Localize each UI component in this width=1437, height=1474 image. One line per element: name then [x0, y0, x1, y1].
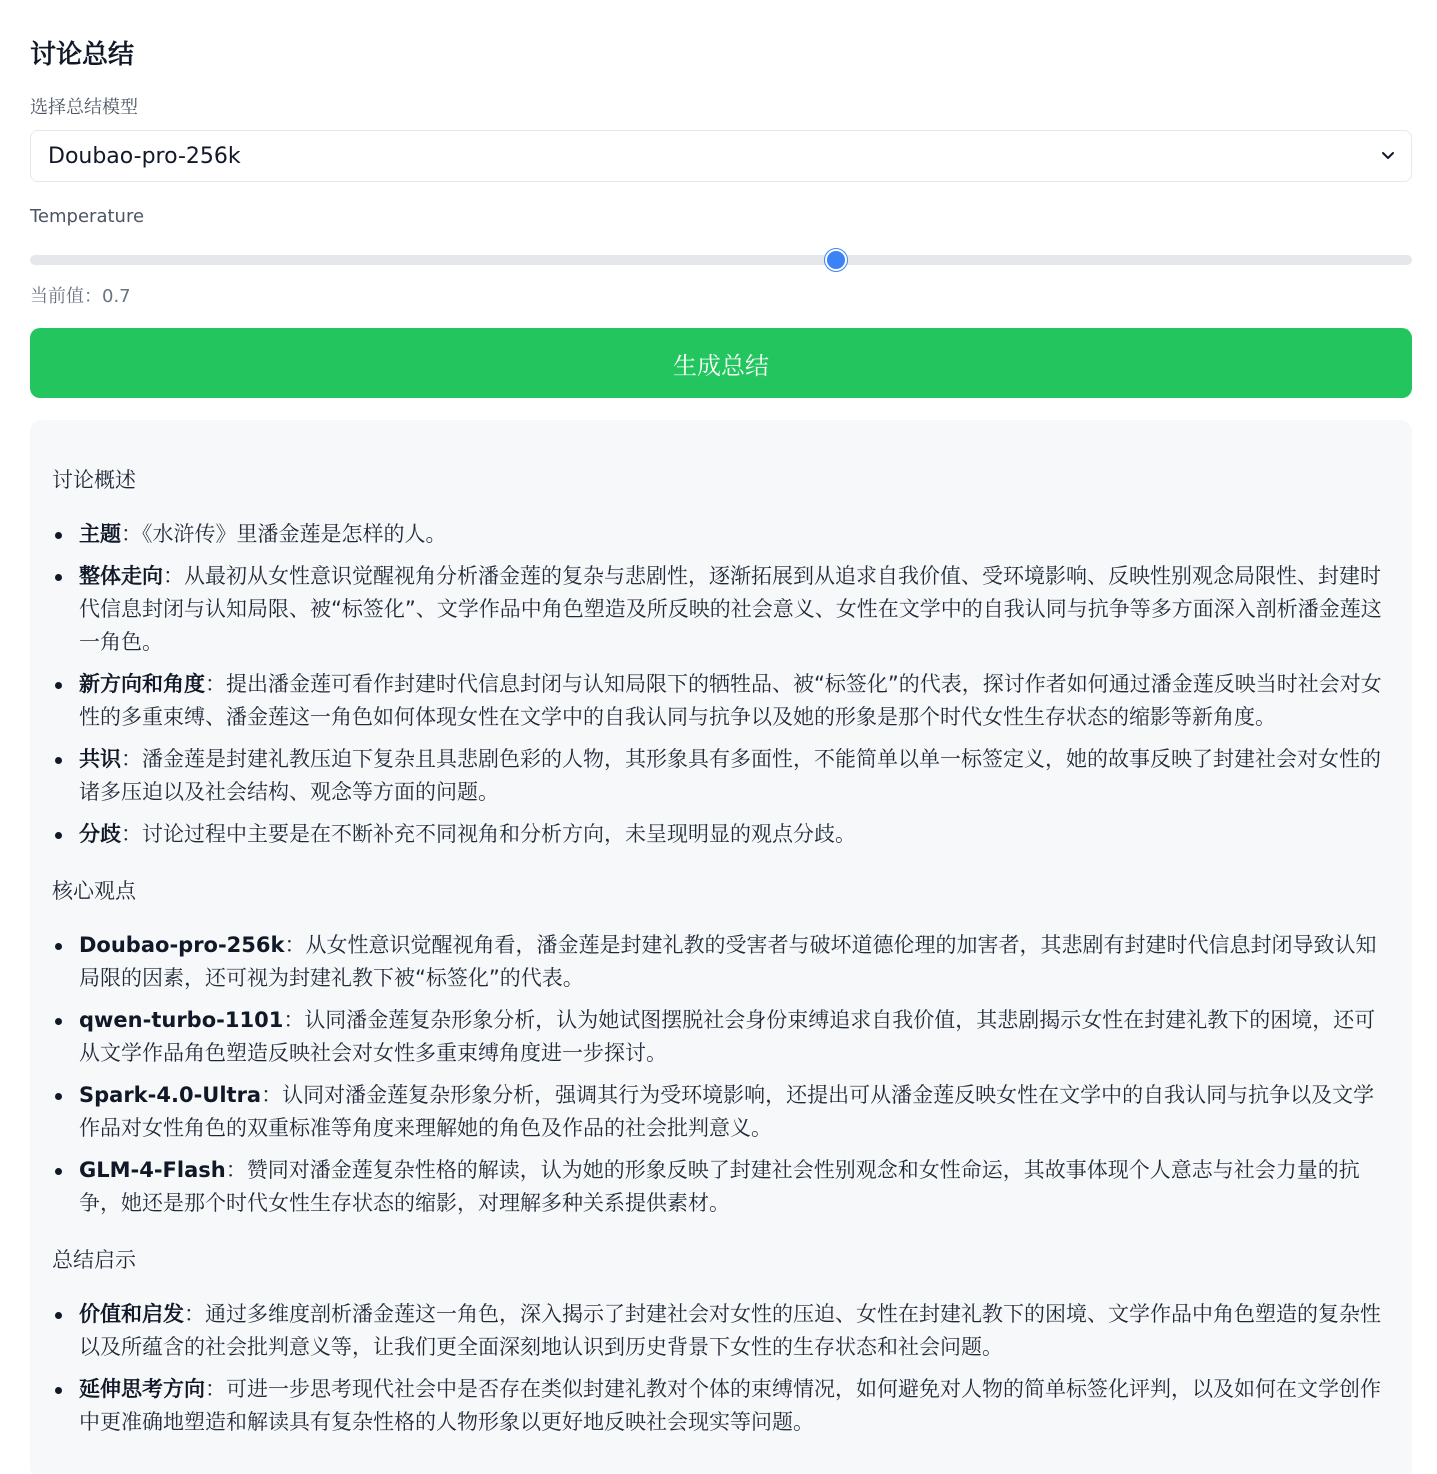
- list-item-text: 潘金莲是封建礼教压迫下复杂且具悲剧色彩的人物，其形象具有多面性，不能简单以单一标签定义，她的故事反映了封建社会对女性的诸多压迫以及社会结构、观念等方面的问题。: [79, 747, 1381, 804]
- list-item-separator: ：: [184, 1302, 205, 1326]
- list-item-separator: ：: [121, 747, 142, 771]
- list-item-separator: ：: [205, 672, 226, 696]
- list-item: [52, 818, 1392, 851]
- model-select-label: 选择总结模型: [30, 97, 138, 118]
- list-item: [52, 743, 1392, 809]
- list-item: [52, 1154, 1392, 1220]
- section-list: [52, 518, 1392, 851]
- model-select-value: Doubao-pro-256k: [48, 144, 241, 169]
- list-item-text: 通过多维度剖析潘金莲这一角色，深入揭示了封建社会对女性的压迫、女性在封建礼教下的困境、文学作品中角色塑造的复杂性以及所蕴含的社会批判意义等，让我们更全面深刻地认识到历史背景下女性的生存状态和社会问题。: [79, 1302, 1381, 1359]
- list-item-separator: ：: [261, 1083, 283, 1107]
- temperature-slider-thumb[interactable]: [825, 249, 847, 271]
- summary-section: [52, 875, 1392, 1220]
- list-item-term: 共识: [79, 747, 121, 771]
- list-item-term: Spark-4.0-Ultra: [79, 1083, 262, 1107]
- page-title: 讨论总结: [30, 40, 135, 70]
- temperature-current-value: 当前值：0.7: [30, 286, 131, 307]
- model-select[interactable]: [30, 130, 1412, 182]
- section-list: [52, 1298, 1392, 1439]
- summary-section: [52, 464, 1392, 851]
- list-item-term: Doubao-pro-256k: [79, 933, 285, 957]
- list-item: [52, 560, 1392, 659]
- temperature-slider[interactable]: [30, 255, 1412, 265]
- list-item: [52, 1004, 1392, 1070]
- list-item: [52, 929, 1392, 995]
- list-item-term: 分歧: [79, 822, 121, 846]
- list-item-term: 整体走向: [79, 564, 163, 588]
- list-item-separator: ：: [283, 1008, 305, 1032]
- list-item-separator: ：: [284, 933, 306, 957]
- list-item-text: 从最初从女性意识觉醒视角分析潘金莲的复杂与悲剧性，逐渐拓展到从追求自我价值、受环境影响、反映性别观念局限性、封建时代信息封闭与认知局限、被“标签化”、文学作品中角色塑造及所反映的社会意义、女性在文学中的自我认同与抗争等多方面深入剖析潘金莲这一角色。: [79, 564, 1382, 654]
- section-list: [52, 929, 1392, 1220]
- list-item-separator: ：: [225, 1158, 247, 1182]
- list-item-term: GLM-4-Flash: [79, 1158, 226, 1182]
- list-item-separator: ：: [205, 1377, 226, 1401]
- list-item-text: 提出潘金莲可看作封建时代信息封闭与认知局限下的牺牲品、被“标签化”的代表，探讨作者如何通过潘金莲反映当时社会对女性的多重束缚、潘金莲这一角色如何体现女性在文学中的自我认同与抗争以及她的形象是那个时代女性生存状态的缩影等新角度。: [79, 672, 1382, 729]
- list-item: [52, 518, 1392, 551]
- list-item-text: 认同潘金莲复杂形象分析，认为她试图摆脱社会身份束缚追求自我价值，其悲剧揭示女性在封建礼教下的困境，还可从文学作品角色塑造反映社会对女性多重束缚角度进一步探讨。: [79, 1008, 1376, 1065]
- list-item-text: 认同对潘金莲复杂形象分析，强调其行为受环境影响，还提出可从潘金莲反映女性在文学中的自我认同与抗争以及文学作品对女性角色的双重标准等角度来理解她的角色及作品的社会批判意义。: [79, 1083, 1375, 1140]
- list-item-text: 赞同对潘金莲复杂性格的解读，认为她的形象反映了封建社会性别观念和女性命运，其故事体现个人意志与社会力量的抗争，她还是那个时代女性生存状态的缩影，对理解多种关系提供素材。: [79, 1158, 1360, 1215]
- list-item-separator: ：: [121, 822, 142, 846]
- list-item-text: 讨论过程中主要是在不断补充不同视角和分析方向，未呈现明显的观点分歧。: [142, 822, 856, 846]
- summary-content: [52, 464, 1392, 1448]
- section-title: 总结启示: [52, 1248, 136, 1272]
- list-item-text: 《水浒传》里潘金莲是怎样的人。: [142, 522, 447, 546]
- section-title: 讨论概述: [52, 468, 136, 492]
- list-item-separator: ：: [121, 522, 142, 546]
- list-item: [52, 1079, 1392, 1145]
- list-item-term: 新方向和角度: [79, 672, 205, 696]
- list-item-separator: ：: [163, 564, 184, 588]
- list-item: [52, 1373, 1392, 1439]
- generate-summary-button[interactable]: 生成总结: [30, 328, 1412, 398]
- list-item-term: 价值和启发: [79, 1302, 184, 1326]
- list-item: [52, 668, 1392, 734]
- section-title: 核心观点: [52, 879, 136, 903]
- summary-section: [52, 1244, 1392, 1439]
- list-item-term: 延伸思考方向: [79, 1377, 205, 1401]
- chevron-down-icon: [1379, 146, 1397, 164]
- temperature-label: Temperature: [30, 206, 145, 227]
- summary-panel: [30, 420, 1412, 1474]
- list-item-term: qwen-turbo-1101: [79, 1008, 284, 1032]
- list-item-text: 从女性意识觉醒视角看，潘金莲是封建礼教的受害者与破坏道德伦理的加害者，其悲剧有封建时代信息封闭导致认知局限的因素，还可视为封建礼教下被“标签化”的代表。: [79, 933, 1377, 990]
- list-item-term: 主题: [79, 522, 121, 546]
- list-item-text: 可进一步思考现代社会中是否存在类似封建礼教对个体的束缚情况，如何避免对人物的简单标签化评判，以及如何在文学创作中更准确地塑造和解读具有复杂性格的人物形象以更好地反映社会现实等问题。: [79, 1377, 1381, 1434]
- list-item: [52, 1298, 1392, 1364]
